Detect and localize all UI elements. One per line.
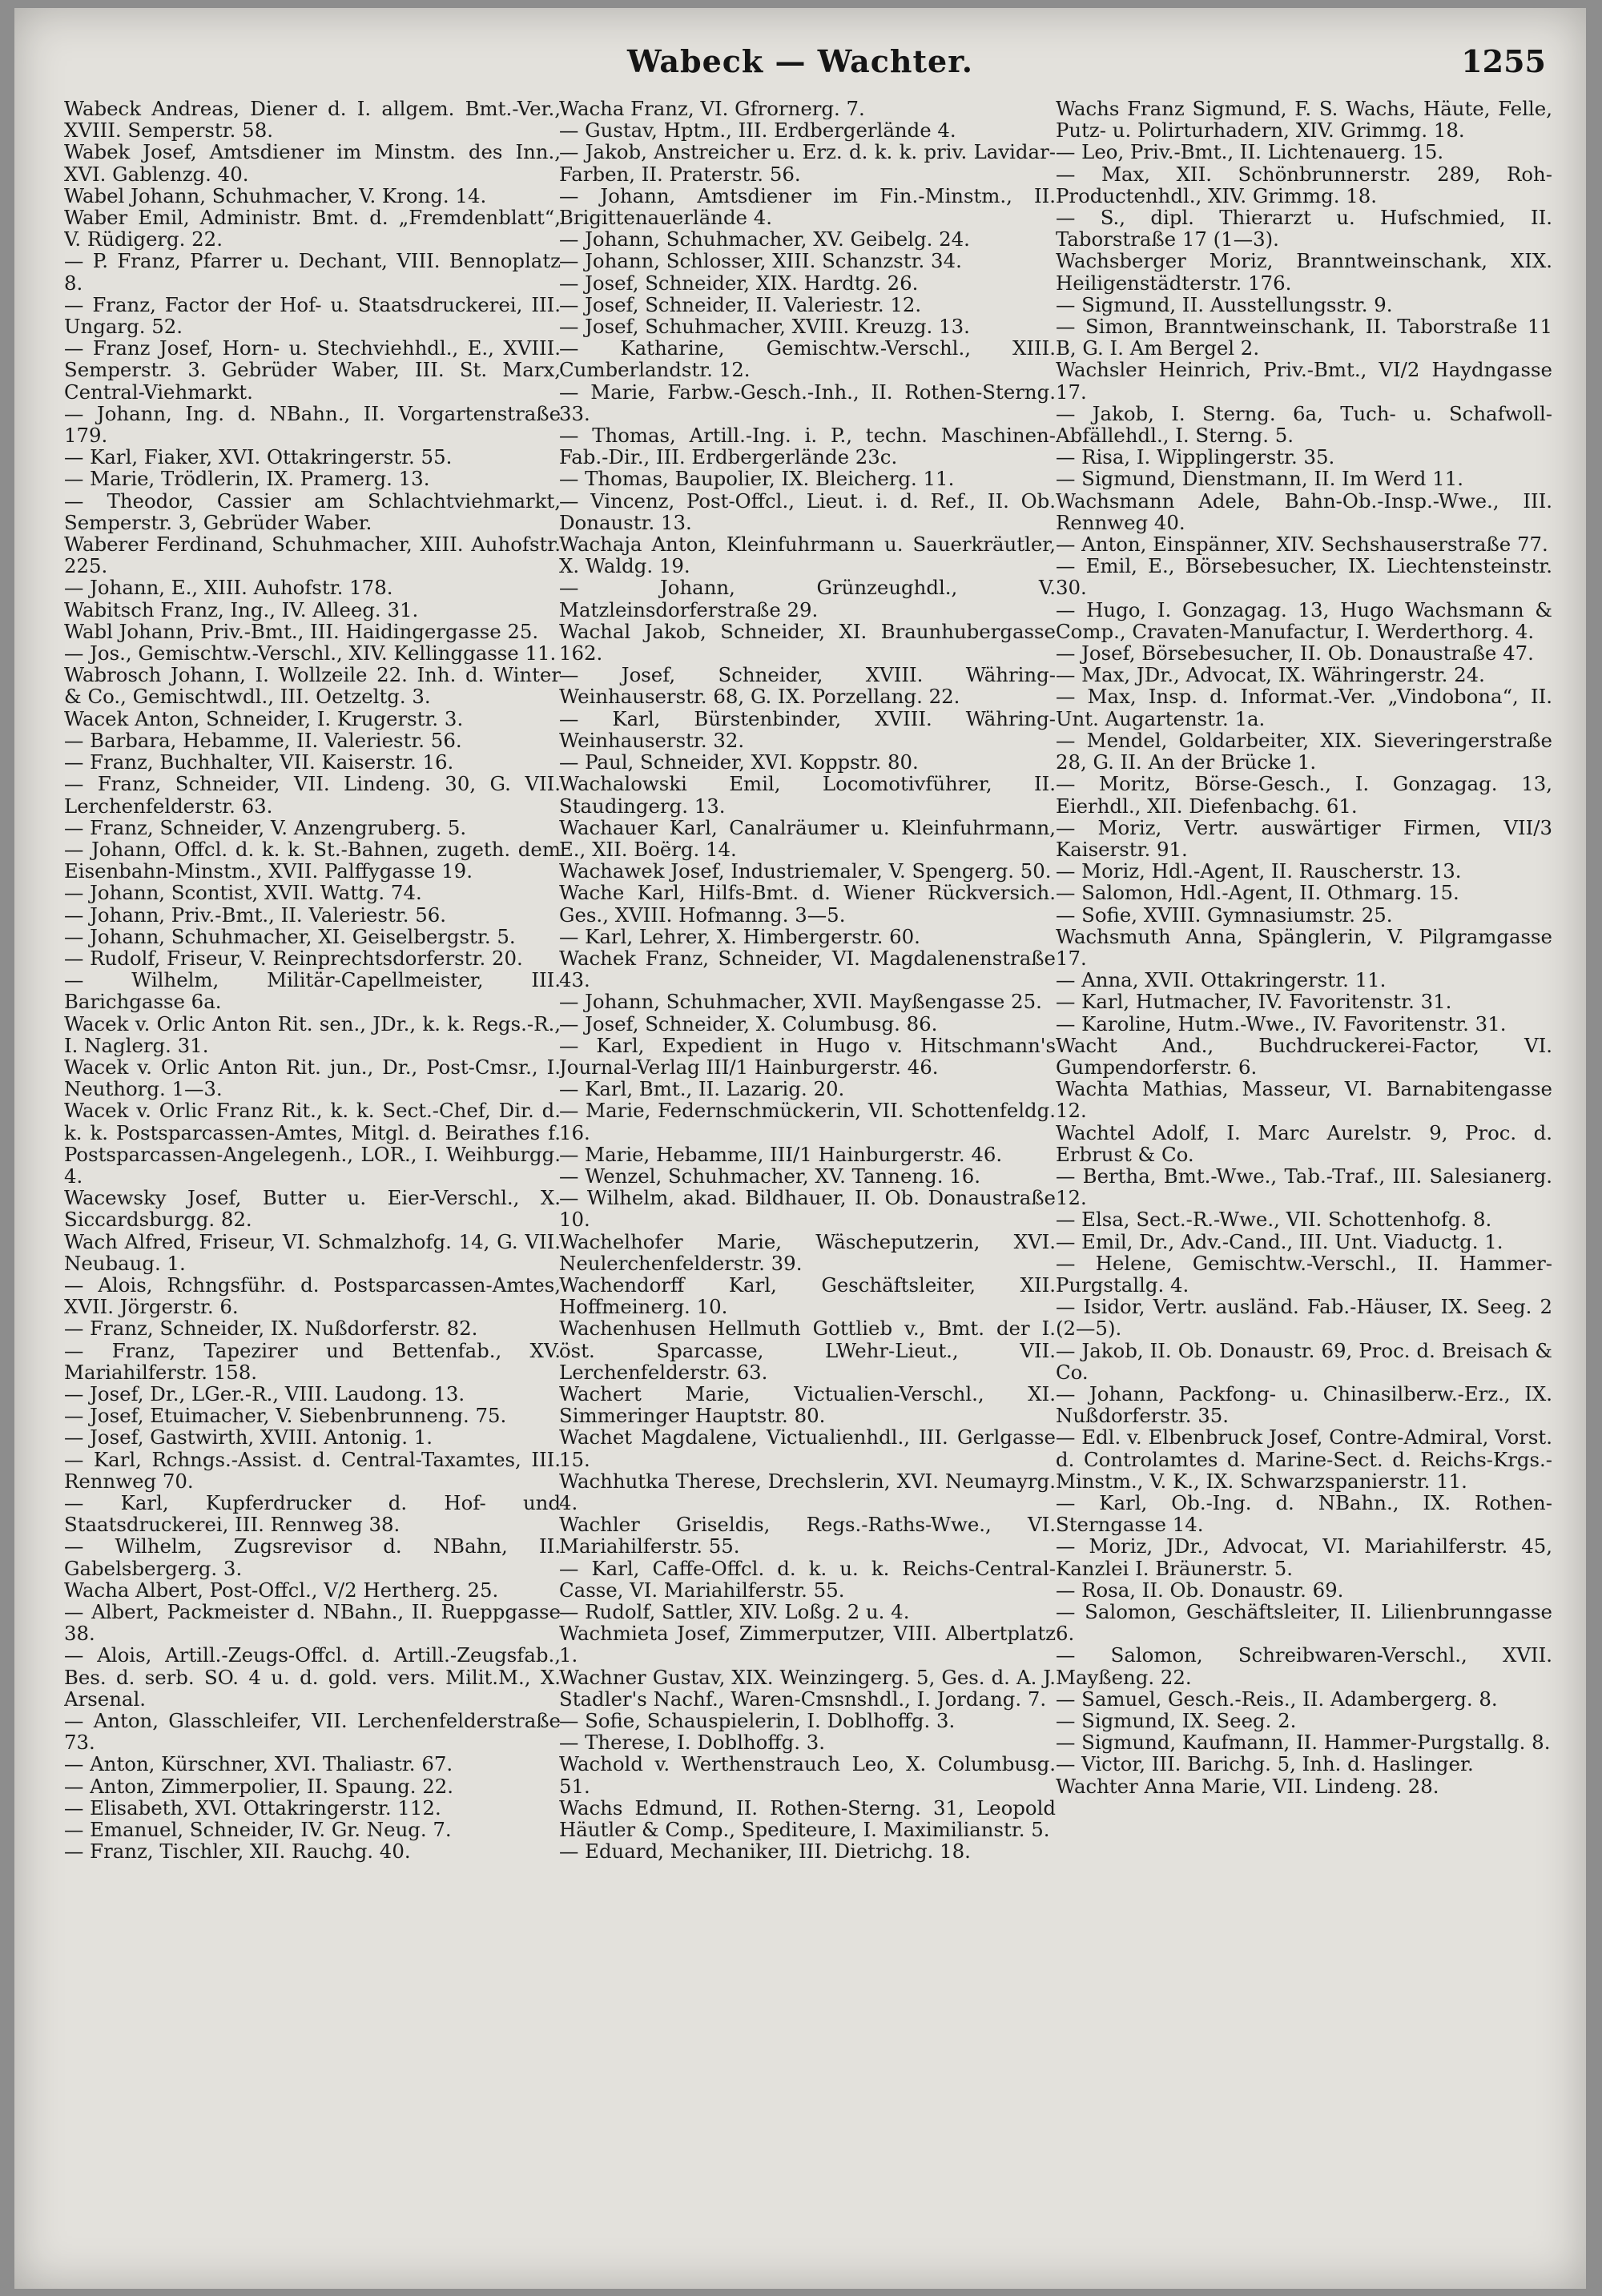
directory-entry: — Therese, I. Doblhoffg. 3. bbox=[559, 1731, 826, 1755]
directory-entry: — Wilhelm, akad. Bildhauer, II. Ob. Donaustraße 10. bbox=[559, 1186, 1056, 1232]
directory-entry: — Marie, Trödlerin, IX. Pramerg. 13. bbox=[64, 467, 430, 491]
directory-entry: — Jakob, II. Ob. Donaustr. 69, Proc. d. Breisach & Co. bbox=[1056, 1338, 1552, 1384]
directory-entry: — Karoline, Hutm.-Wwe., IV. Favoritenstr. 31. bbox=[1056, 1011, 1507, 1035]
directory-entry: — Rosa, II. Ob. Donaustr. 69. bbox=[1056, 1578, 1344, 1602]
column-right bbox=[1056, 98, 1552, 2276]
directory-entry: Wache Karl, Hilfs-Bmt. d. Wiener Rückversich. Ges., XVIII. Hofmanng. 3—5. bbox=[559, 881, 1056, 927]
directory-entry: — Anton, Glasschleifer, VII. Lerchenfelderstraße 73. bbox=[64, 1709, 561, 1755]
directory-entry: — Rudolf, Friseur, V. Reinprechtsdorferstr. 20. bbox=[64, 946, 523, 970]
directory-entry: — Katharine, Gemischtw.-Verschl., XIII. Cumberlandstr. 12. bbox=[559, 336, 1056, 382]
directory-entry: — Theodor, Cassier am Schlachtviehmarkt, Semperstr. 3, Gebrüder Waber. bbox=[64, 489, 561, 534]
page-title: Wabeck — Wachter. bbox=[627, 43, 973, 79]
directory-entry: — Leo, Priv.-Bmt., II. Lichtenauerg. 15. bbox=[1056, 140, 1444, 164]
column-middle bbox=[559, 98, 1056, 2276]
directory-entry: — Franz, Buchhalter, VII. Kaiserstr. 16. bbox=[64, 750, 454, 774]
directory-entry: — Josef, Etuimacher, V. Siebenbrunneng. 75. bbox=[64, 1404, 507, 1428]
directory-entry: — Johann, Scontist, XVII. Wattg. 74. bbox=[64, 881, 422, 905]
directory-entry: — Karl, Caffe-Offcl. d. k. u. k. Reichs-Central-Casse, VI. Mariahilferstr. 55. bbox=[559, 1556, 1056, 1602]
directory-entry: — Anna, XVII. Ottakringerstr. 11. bbox=[1056, 968, 1387, 992]
directory-entry: — Johann, Schuhmacher, XV. Geibelg. 24. bbox=[559, 227, 970, 251]
directory-entry: — Salomon, Schreibwaren-Verschl., XVII. Mayßeng. 22. bbox=[1056, 1643, 1552, 1689]
directory-entry: — Moriz, Vertr. auswärtiger Firmen, VII/3 Kaiserstr. 91. bbox=[1056, 815, 1552, 861]
directory-entry: — Karl, Hutmacher, IV. Favoritenstr. 31. bbox=[1056, 990, 1452, 1014]
directory-entry: — Emil, Dr., Adv.-Cand., III. Unt. Viaductg. 1. bbox=[1056, 1229, 1503, 1253]
directory-entry: — Franz, Schneider, IX. Nußdorferstr. 82. bbox=[64, 1317, 478, 1341]
directory-entry: Wachta Mathias, Masseur, VI. Barnabitengasse 12. bbox=[1056, 1077, 1552, 1123]
directory-entry: Wacek Anton, Schneider, I. Krugerstr. 3. bbox=[64, 706, 464, 730]
directory-entry: Wachs Edmund, II. Rothen-Sterng. 31, Leopold Häutler & Comp., Spediteure, I. Maximilianstr. 5. bbox=[559, 1795, 1056, 1842]
directory-entry: — Elsa, Sect.-R.-Wwe., VII. Schottenhofg. 8. bbox=[1056, 1208, 1492, 1232]
directory-entry: — Elisabeth, XVI. Ottakringerstr. 112. bbox=[64, 1795, 441, 1820]
directory-entry: Wacewsky Josef, Butter u. Eier-Verschl., X. Siccardsburgg. 82. bbox=[64, 1186, 561, 1232]
directory-entry: Wacht And., Buchdruckerei-Factor, VI. Gumpendorferstr. 6. bbox=[1056, 1033, 1552, 1079]
directory-entry: — Isidor, Vertr. ausländ. Fab.-Häuser, IX. Seeg. 2 (2—5). bbox=[1056, 1295, 1552, 1341]
directory-entry: Wacek v. Orlic Anton Rit. sen., JDr., k. k. Regs.-R., I. Naglerg. 31. bbox=[64, 1011, 561, 1057]
directory-entry: Wach Alfred, Friseur, VI. Schmalzhofg. 14, G. VII. Neubaug. 1. bbox=[64, 1229, 561, 1275]
directory-entry: — Moriz, JDr., Advocat, VI. Mariahilferstr. 45, Kanzlei I. Bräunerstr. 5. bbox=[1056, 1534, 1552, 1580]
directory-entry: — Anton, Kürschner, XVI. Thaliastr. 67. bbox=[64, 1752, 453, 1776]
directory-entry: Wachsmann Adele, Bahn-Ob.-Insp.-Wwe., III. Rennweg 40. bbox=[1056, 489, 1552, 534]
directory-entry: Wabel Johann, Schuhmacher, V. Krong. 14. bbox=[64, 183, 487, 207]
directory-entry: Wachsler Heinrich, Priv.-Bmt., VI/2 Haydngasse 17. bbox=[1056, 358, 1552, 404]
directory-entry: — Johann, E., XIII. Auhofstr. 178. bbox=[64, 576, 393, 600]
directory-entry: Waberer Ferdinand, Schuhmacher, XIII. Auhofstr. 225. bbox=[64, 533, 561, 578]
directory-entry: — Josef, Schneider, X. Columbusg. 86. bbox=[559, 1011, 938, 1035]
directory-entry: Wachawek Josef, Industriemaler, V. Spengerg. 50. bbox=[559, 859, 1052, 883]
directory-entry: — Thomas, Baupolier, IX. Bleicherg. 11. bbox=[559, 467, 955, 491]
directory-entry: — Johann, Offcl. d. k. k. St.-Bahnen, zugeth. dem Eisenbahn-Minstm., XVII. Palffygasse 19. bbox=[64, 837, 561, 883]
directory-entry: Wachtel Adolf, I. Marc Aurelstr. 9, Proc. d. Erbrust & Co. bbox=[1056, 1120, 1552, 1166]
directory-entry: — Emanuel, Schneider, IV. Gr. Neug. 7. bbox=[64, 1818, 452, 1842]
directory-entry: — Anton, Zimmerpolier, II. Spaung. 22. bbox=[64, 1774, 454, 1798]
directory-entry: — Josef, Dr., LGer.-R., VIII. Laudong. 13. bbox=[64, 1381, 465, 1405]
directory-entry: — Franz Josef, Horn- u. Stechviehhdl., E., XVIII. Semperstr. 3. Gebrüder Waber, III. St. Marx, Central-Viehmarkt. bbox=[64, 336, 561, 404]
directory-entry: — Josef, Schneider, XIX. Hardtg. 26. bbox=[559, 271, 919, 295]
directory-entry: — P. Franz, Pfarrer u. Dechant, VIII. Bennoplatz 8. bbox=[64, 249, 561, 295]
directory-entry: — Johann, Amtsdiener im Fin.-Minstm., II. Brigittenauerlände 4. bbox=[559, 183, 1056, 230]
directory-entry: — Mendel, Goldarbeiter, XIX. Sieveringerstraße 28, G. II. An der Brücke 1. bbox=[1056, 728, 1552, 774]
directory-entry: Wachold v. Werthenstrauch Leo, X. Columbusg. 51. bbox=[559, 1752, 1056, 1798]
directory-entry: — Jakob, Anstreicher u. Erz. d. k. k. priv. Lavidar-Farben, II. Praterstr. 56. bbox=[559, 140, 1056, 186]
directory-entry: — Franz, Tischler, XII. Rauchg. 40. bbox=[64, 1840, 411, 1864]
directory-entry: — Josef, Schuhmacher, XVIII. Kreuzg. 13. bbox=[559, 315, 970, 339]
column-left bbox=[64, 98, 561, 2276]
directory-entry: Wabl Johann, Priv.-Bmt., III. Haidingergasse 25. bbox=[64, 619, 539, 643]
directory-entry: — Gustav, Hptm., III. Erdbergerlände 4. bbox=[559, 119, 956, 143]
directory-entry: — Johann, Packfong- u. Chinasilberw.-Erz., IX. Nußdorferstr. 35. bbox=[1056, 1381, 1552, 1428]
directory-entry: Wachhutka Therese, Drechslerin, XVI. Neumayrg. 4. bbox=[559, 1469, 1056, 1514]
directory-entry: Wachal Jakob, Schneider, XI. Braunhubergasse 162. bbox=[559, 619, 1056, 665]
directory-entry: Wachendorff Karl, Geschäftsleiter, XII. Hoffmeinerg. 10. bbox=[559, 1273, 1056, 1319]
directory-entry: — Alois, Artill.-Zeugs-Offcl. d. Artill.-Zeugsfab., Bes. d. serb. SO. 4 u. d. gold. vers. Milit.M., X. Arsenal. bbox=[64, 1643, 561, 1711]
directory-entry: Wachmieta Josef, Zimmerputzer, VIII. Albertplatz 1. bbox=[559, 1622, 1056, 1667]
directory-entry: — Sigmund, II. Ausstellungsstr. 9. bbox=[1056, 292, 1393, 316]
directory-entry: — Max, XII. Schönbrunnerstr. 289, Roh-Productenhdl., XIV. Grimmg. 18. bbox=[1056, 162, 1552, 207]
directory-entry: — Eduard, Mechaniker, III. Dietrichg. 18. bbox=[559, 1840, 971, 1864]
directory-entry: — Rudolf, Sattler, XIV. Loßg. 2 u. 4. bbox=[559, 1600, 910, 1624]
directory-entry: — Edl. v. Elbenbruck Josef, Contre-Admiral, Vorst. d. Controlamtes d. Marine-Sect. d. Reichs-Krgs.-Minstm., V. K., IX. Schwarzspanierstr. 11. bbox=[1056, 1425, 1552, 1493]
directory-entry: — Salomon, Hdl.-Agent, II. Othmarg. 15. bbox=[1056, 881, 1459, 905]
directory-entry: — Jakob, I. Sterng. 6a, Tuch- u. Schafwoll-Abfällehdl., I. Sterng. 5. bbox=[1056, 401, 1552, 448]
directory-entry: — Risa, I. Wipplingerstr. 35. bbox=[1056, 445, 1335, 469]
directory-entry: — Vincenz, Post-Offcl., Lieut. i. d. Ref., II. Ob. Donaustr. 13. bbox=[559, 489, 1056, 534]
directory-entry: Wabrosch Johann, I. Wollzeile 22. Inh. d. Winter & Co., Gemischtwdl., III. Oetzeltg. 3. bbox=[64, 663, 561, 709]
directory-entry: — Sigmund, Dienstmann, II. Im Werd 11. bbox=[1056, 467, 1463, 491]
directory-entry: Wacek v. Orlic Anton Rit. jun., Dr., Post-Cmsr., I. Neuthorg. 1—3. bbox=[64, 1055, 561, 1101]
directory-entry: — Sigmund, Kaufmann, II. Hammer-Purgstallg. 8. bbox=[1056, 1731, 1551, 1755]
directory-entry: Wachek Franz, Schneider, VI. Magdalenenstraße 43. bbox=[559, 946, 1056, 992]
directory-entry: — Salomon, Geschäftsleiter, II. Lilienbrunngasse 6. bbox=[1056, 1600, 1552, 1646]
directory-entry: — Hugo, I. Gonzagag. 13, Hugo Wachsmann & Comp., Cravaten-Manufactur, I. Werderthorg. 4. bbox=[1056, 597, 1552, 643]
directory-entry: Wachsmuth Anna, Spänglerin, V. Pilgramgasse 17. bbox=[1056, 924, 1552, 970]
directory-entry: — Karl, Expedient in Hugo v. Hitschmann's Journal-Verlag III/1 Hainburgerstr. 46. bbox=[559, 1033, 1056, 1079]
directory-entry: — Johann, Grünzeughdl., V. Matzleinsdorferstraße 29. bbox=[559, 576, 1056, 621]
directory-entry: — Simon, Branntweinschank, II. Taborstraße 11 B, G. I. Am Bergel 2. bbox=[1056, 315, 1552, 360]
directory-entry: — Wenzel, Schuhmacher, XV. Tanneng. 16. bbox=[559, 1164, 981, 1188]
directory-entry: — Albert, Packmeister d. NBahn., II. Rueppgasse 38. bbox=[64, 1600, 561, 1646]
directory-entry: — Moritz, Börse-Gesch., I. Gonzagag. 13, Eierhdl., XII. Diefenbachg. 61. bbox=[1056, 772, 1552, 818]
directory-entry: Wacha Franz, VI. Gfrornerg. 7. bbox=[559, 98, 865, 120]
directory-entry: — Samuel, Gesch.-Reis., II. Adambergerg. 8. bbox=[1056, 1687, 1498, 1711]
directory-entry: — Thomas, Artill.-Ing. i. P., techn. Maschinen-Fab.-Dir., III. Erdbergerlände 23c. bbox=[559, 424, 1056, 469]
directory-entry: — Anton, Einspänner, XIV. Sechshauserstraße 77. bbox=[1056, 533, 1548, 557]
directory-entry: — Karl, Kupferdrucker d. Hof- und Staatsdruckerei, III. Rennweg 38. bbox=[64, 1491, 561, 1537]
directory-entry: — Barbara, Hebamme, II. Valeriestr. 56. bbox=[64, 728, 462, 752]
directory-entry: Wachauer Karl, Canalräumer u. Kleinfuhrmann, E., XII. Boërg. 14. bbox=[559, 815, 1056, 861]
directory-entry: Wachter Anna Marie, VII. Lindeng. 28. bbox=[1056, 1774, 1439, 1798]
directory-entry: Wabitsch Franz, Ing., IV. Alleeg. 31. bbox=[64, 597, 419, 621]
directory-entry: — Karl, Fiaker, XVI. Ottakringerstr. 55. bbox=[64, 445, 453, 469]
directory-entry: — Johann, Schlosser, XIII. Schanzstr. 34. bbox=[559, 249, 962, 273]
directory-entry: — Wilhelm, Militär-Capellmeister, III. Barichgasse 6a. bbox=[64, 968, 561, 1014]
directory-entry: Wachet Magdalene, Victualienhdl., III. Gerlgasse 15. bbox=[559, 1425, 1056, 1471]
directory-entry: — Johann, Schuhmacher, XI. Geiselbergstr. 5. bbox=[64, 924, 516, 948]
directory-entry: — Bertha, Bmt.-Wwe., Tab.-Traf., III. Salesianerg. 12. bbox=[1056, 1164, 1552, 1210]
directory-entry: Wabek Josef, Amtsdiener im Minstm. des Inn., XVI. Gablenzg. 40. bbox=[64, 140, 561, 186]
directory-entry: — Victor, III. Barichg. 5, Inh. d. Haslinger. bbox=[1056, 1752, 1474, 1776]
directory-entry: — Josef, Schneider, II. Valeriestr. 12. bbox=[559, 292, 922, 316]
directory-entry: — Marie, Farbw.-Gesch.-Inh., II. Rothen-Sterng. 33. bbox=[559, 380, 1056, 425]
page-number: 1255 bbox=[1461, 43, 1546, 79]
directory-entry: Wachsberger Moriz, Branntweinschank, XIX. Heiligenstädterstr. 176. bbox=[1056, 249, 1552, 295]
directory-entry: — Emil, E., Börsebesucher, IX. Liechtensteinstr. 30. bbox=[1056, 554, 1552, 600]
directory-entry: — Max, Insp. d. Informat.-Ver. „Vindobona“, II. Unt. Augartenstr. 1a. bbox=[1056, 685, 1552, 730]
directory-entry: Wachner Gustav, XIX. Weinzingerg. 5, Ges. d. A. J. Stadler's Nachf., Waren-Cmsnshdl., I. Jordang. 7. bbox=[559, 1665, 1056, 1711]
directory-entry: Wachalowski Emil, Locomotivführer, II. Staudingerg. 13. bbox=[559, 772, 1056, 818]
directory-entry: — Paul, Schneider, XVI. Koppstr. 80. bbox=[559, 750, 919, 774]
directory-entry: Wacek v. Orlic Franz Rit., k. k. Sect.-Chef, Dir. d. k. k. Postsparcassen-Amtes, Mitgl. d. Beirathes f. Postsparcassen-Angelegenh., LOR., I. Weihburgg. 4. bbox=[64, 1099, 561, 1188]
directory-entry: — Sofie, XVIII. Gymnasiumstr. 25. bbox=[1056, 903, 1393, 927]
directory-entry: Wachelhofer Marie, Wäscheputzerin, XVI. Neulerchenfelderstr. 39. bbox=[559, 1229, 1056, 1275]
directory-entry: Wachs Franz Sigmund, F. S. Wachs, Häute, Felle, Putz- u. Polirturhadern, XIV. Grimmg. 18. bbox=[1056, 98, 1552, 143]
directory-entry: — Marie, Hebamme, III/1 Hainburgerstr. 46. bbox=[559, 1142, 1003, 1166]
directory-entry: — Moriz, Hdl.-Agent, II. Rauscherstr. 13. bbox=[1056, 859, 1462, 883]
directory-entry: — Karl, Rchngs.-Assist. d. Central-Taxamtes, III. Rennweg 70. bbox=[64, 1447, 561, 1493]
directory-entry: — Karl, Ob.-Ing. d. NBahn., IX. Rothen-Sterngasse 14. bbox=[1056, 1491, 1552, 1537]
page-header bbox=[14, 43, 1586, 91]
directory-entry: — Franz, Tapezirer und Bettenfab., XV. Mariahilferstr. 158. bbox=[64, 1338, 561, 1384]
directory-entry: Wachert Marie, Victualien-Verschl., XI. Simmeringer Hauptstr. 80. bbox=[559, 1381, 1056, 1428]
directory-entry: Wacha Albert, Post-Offcl., V/2 Hertherg. 25. bbox=[64, 1578, 499, 1602]
directory-entry: — Franz, Factor der Hof- u. Staatsdruckerei, III. Ungarg. 52. bbox=[64, 292, 561, 339]
directory-entry: — Karl, Bürstenbinder, XVIII. Währing-Weinhauserstr. 32. bbox=[559, 706, 1056, 752]
directory-entry: — Wilhelm, Zugsrevisor d. NBahn, II. Gabelsbergerg. 3. bbox=[64, 1534, 561, 1580]
directory-page bbox=[14, 8, 1586, 2289]
directory-entry: Wachenhusen Hellmuth Gottlieb v., Bmt. der I. öst. Sparcasse, LWehr-Lieut., VII. Lerchenfelderstr. 63. bbox=[559, 1317, 1056, 1384]
directory-entry: — Marie, Federnschmückerin, VII. Schottenfeldg. 16. bbox=[559, 1099, 1056, 1144]
directory-entry: — Karl, Lehrer, X. Himbergerstr. 60. bbox=[559, 924, 920, 948]
directory-entry: — S., dipl. Thierarzt u. Hufschmied, II. Taborstraße 17 (1—3). bbox=[1056, 206, 1552, 251]
directory-entry: — Jos., Gemischtw.-Verschl., XIV. Kellinggasse 11. bbox=[64, 641, 557, 665]
directory-entry: Wachler Griseldis, Regs.-Raths-Wwe., VI. Mariahilferstr. 55. bbox=[559, 1513, 1056, 1558]
directory-entry: — Alois, Rchngsführ. d. Postsparcassen-Amtes, XVII. Jörgerstr. 6. bbox=[64, 1273, 561, 1319]
directory-entry: — Josef, Börsebesucher, II. Ob. Donaustraße 47. bbox=[1056, 641, 1534, 665]
directory-entry: — Max, JDr., Advocat, IX. Währingerstr. 24. bbox=[1056, 663, 1485, 687]
directory-entry: — Johann, Priv.-Bmt., II. Valeriestr. 56. bbox=[64, 903, 447, 927]
directory-entry: — Johann, Ing. d. NBahn., II. Vorgartenstraße 179. bbox=[64, 401, 561, 448]
directory-entry: — Franz, Schneider, V. Anzengruberg. 5. bbox=[64, 815, 467, 839]
directory-entry: — Franz, Schneider, VII. Lindeng. 30, G. VII. Lerchenfelderstr. 63. bbox=[64, 772, 561, 818]
directory-entry: — Josef, Schneider, XVIII. Währing-Weinhauserstr. 68, G. IX. Porzellang. 22. bbox=[559, 663, 1056, 709]
directory-entry: — Sigmund, IX. Seeg. 2. bbox=[1056, 1709, 1297, 1733]
directory-entry: Wabeck Andreas, Diener d. I. allgem. Bmt.-Ver., XVIII. Semperstr. 58. bbox=[64, 98, 561, 143]
directory-entry: — Sofie, Schauspielerin, I. Doblhoffg. 3. bbox=[559, 1709, 956, 1733]
directory-entry: Wachaja Anton, Kleinfuhrmann u. Sauerkräutler, X. Waldg. 19. bbox=[559, 533, 1056, 578]
directory-entry: — Johann, Schuhmacher, XVII. Mayßengasse 25. bbox=[559, 990, 1042, 1014]
directory-entry: — Karl, Bmt., II. Lazarig. 20. bbox=[559, 1077, 845, 1101]
directory-entry: Waber Emil, Administr. Bmt. d. „Fremdenblatt“, V. Rüdigerg. 22. bbox=[64, 206, 561, 251]
directory-entry: — Josef, Gastwirth, XVIII. Antonig. 1. bbox=[64, 1425, 433, 1450]
directory-entry: — Helene, Gemischtw.-Verschl., II. Hammer-Purgstallg. 4. bbox=[1056, 1251, 1552, 1297]
